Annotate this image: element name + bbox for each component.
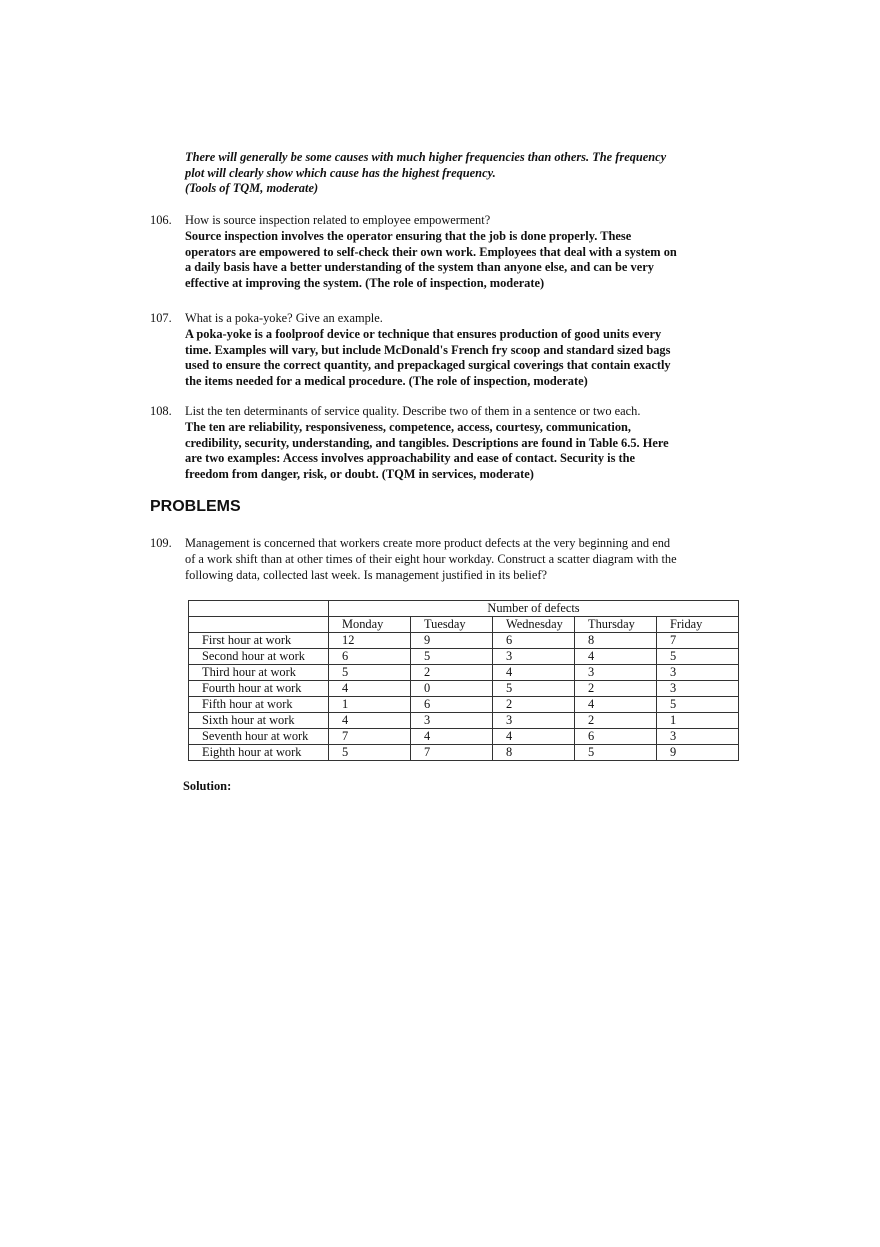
answer-line: effective at improving the system. (The role of inspection, moderate) [185, 276, 545, 291]
question-107 [150, 311, 750, 390]
table-row [189, 665, 739, 681]
row-label: Second hour at work [189, 649, 329, 665]
table-cell: 4 [493, 665, 575, 681]
row-label: First hour at work [189, 633, 329, 649]
group-header: Number of defects [329, 601, 739, 617]
question-number: 108. [150, 404, 172, 418]
table-cell: 5 [329, 745, 411, 761]
intro-line: plot will clearly show which cause has the highest frequency. [185, 165, 496, 180]
table-cell: 2 [575, 713, 657, 729]
table-cell: 9 [657, 745, 739, 761]
table-cell: 5 [411, 649, 493, 665]
table-cell: 3 [657, 681, 739, 697]
table-cell: 3 [493, 649, 575, 665]
table-cell: 4 [575, 649, 657, 665]
table-cell: 5 [575, 745, 657, 761]
question-number: 109. [150, 536, 172, 550]
answer-line: A poka-yoke is a foolproof device or technique that ensures production of good units every [185, 326, 662, 341]
question-number: 107. [150, 311, 172, 325]
table-row [189, 729, 739, 745]
table-corner-cell [189, 601, 329, 617]
table-cell: 4 [575, 697, 657, 713]
answer-line: The ten are reliability, responsiveness, competence, access, courtesy, communication, [185, 419, 632, 434]
table-row [189, 633, 739, 649]
answer-105-continuation [185, 150, 745, 197]
table-cell: 12 [329, 633, 411, 649]
table-cell: 4 [329, 713, 411, 729]
question-line: following data, collected last week. Is management justified in its belief? [185, 567, 547, 582]
answer-line: operators are empowered to self-check their own work. Employees that deal with a system on [185, 244, 677, 259]
table-cell: 5 [329, 665, 411, 681]
day-header: Tuesday [411, 617, 493, 633]
answer-text [185, 229, 750, 292]
intro-line: There will generally be some causes with much higher frequencies than others. The frequency [185, 150, 667, 164]
table-cell: 5 [493, 681, 575, 697]
question-line: of a work shift than at other times of their eight hour workday. Construct a scatter diagram with the [185, 551, 677, 566]
question-text: How is source inspection related to employee empowerment? [185, 213, 491, 227]
table-header-row [189, 601, 739, 617]
question-106 [150, 213, 750, 292]
question-108 [150, 404, 750, 483]
table-cell: 5 [657, 649, 739, 665]
row-label: Sixth hour at work [189, 713, 329, 729]
table-cell: 7 [329, 729, 411, 745]
row-label: Fifth hour at work [189, 697, 329, 713]
table-cell: 3 [657, 665, 739, 681]
row-label: Fourth hour at work [189, 681, 329, 697]
table-cell: 1 [657, 713, 739, 729]
table-days-row [189, 617, 739, 633]
question-text: What is a poka-yoke? Give an example. [185, 311, 383, 325]
table-cell: 7 [657, 633, 739, 649]
table-row [189, 649, 739, 665]
row-label: Seventh hour at work [189, 729, 329, 745]
defects-table [188, 600, 739, 761]
answer-text [185, 420, 750, 483]
table-cell: 3 [411, 713, 493, 729]
question-number: 106. [150, 213, 172, 227]
table-cell: 2 [493, 697, 575, 713]
row-label: Third hour at work [189, 665, 329, 681]
day-header: Thursday [575, 617, 657, 633]
solution-label: Solution: [183, 779, 232, 793]
table-row [189, 713, 739, 729]
table-cell: 3 [657, 729, 739, 745]
day-header: Monday [329, 617, 411, 633]
day-header: Friday [657, 617, 739, 633]
table-row [189, 745, 739, 761]
question-line: Management is concerned that workers create more product defects at the very beginning and end [185, 536, 671, 550]
table-cell: 8 [575, 633, 657, 649]
row-label: Eighth hour at work [189, 745, 329, 761]
table-cell: 2 [411, 665, 493, 681]
question-text: List the ten determinants of service quality. Describe two of them in a sentence or two each. [185, 404, 641, 418]
problem-109 [150, 536, 750, 583]
table-row [189, 697, 739, 713]
table-cell: 9 [411, 633, 493, 649]
answer-line: credibility, security, understanding, and tangibles. Descriptions are found in Table 6.5. Here [185, 435, 669, 450]
table-cell: 6 [493, 633, 575, 649]
answer-text [185, 327, 750, 390]
table-cell: 2 [575, 681, 657, 697]
table-cell: 0 [411, 681, 493, 697]
table-cell: 5 [657, 697, 739, 713]
table-row [189, 681, 739, 697]
answer-line: the items needed for a medical procedure. (The role of inspection, moderate) [185, 374, 588, 389]
table-cell: 6 [329, 649, 411, 665]
table-cell: 4 [493, 729, 575, 745]
table-cell: 7 [411, 745, 493, 761]
table-cell: 4 [411, 729, 493, 745]
section-heading: PROBLEMS [150, 498, 241, 515]
table-cell: 3 [493, 713, 575, 729]
answer-line: freedom from danger, risk, or doubt. (TQM in services, moderate) [185, 467, 534, 482]
intro-line: (Tools of TQM, moderate) [185, 181, 319, 196]
table-cell: 8 [493, 745, 575, 761]
table-cell: 6 [575, 729, 657, 745]
answer-line: time. Examples will vary, but include McDonald's French fry scoop and standard sized bags [185, 342, 671, 357]
answer-line: a daily basis have a better understanding of the system than anyone else, and can be very [185, 260, 654, 275]
answer-line: are two examples: Access involves approachability and ease of contact. Security is the [185, 451, 636, 466]
answer-line: Source inspection involves the operator ensuring that the job is done properly. These [185, 228, 632, 243]
table-cell: 4 [329, 681, 411, 697]
answer-line: used to ensure the correct quantity, and prepackaged surgical coverings that contain exactly [185, 358, 671, 373]
table-corner-cell [189, 617, 329, 633]
table-cell: 1 [329, 697, 411, 713]
table-cell: 3 [575, 665, 657, 681]
day-header: Wednesday [493, 617, 575, 633]
table-cell: 6 [411, 697, 493, 713]
